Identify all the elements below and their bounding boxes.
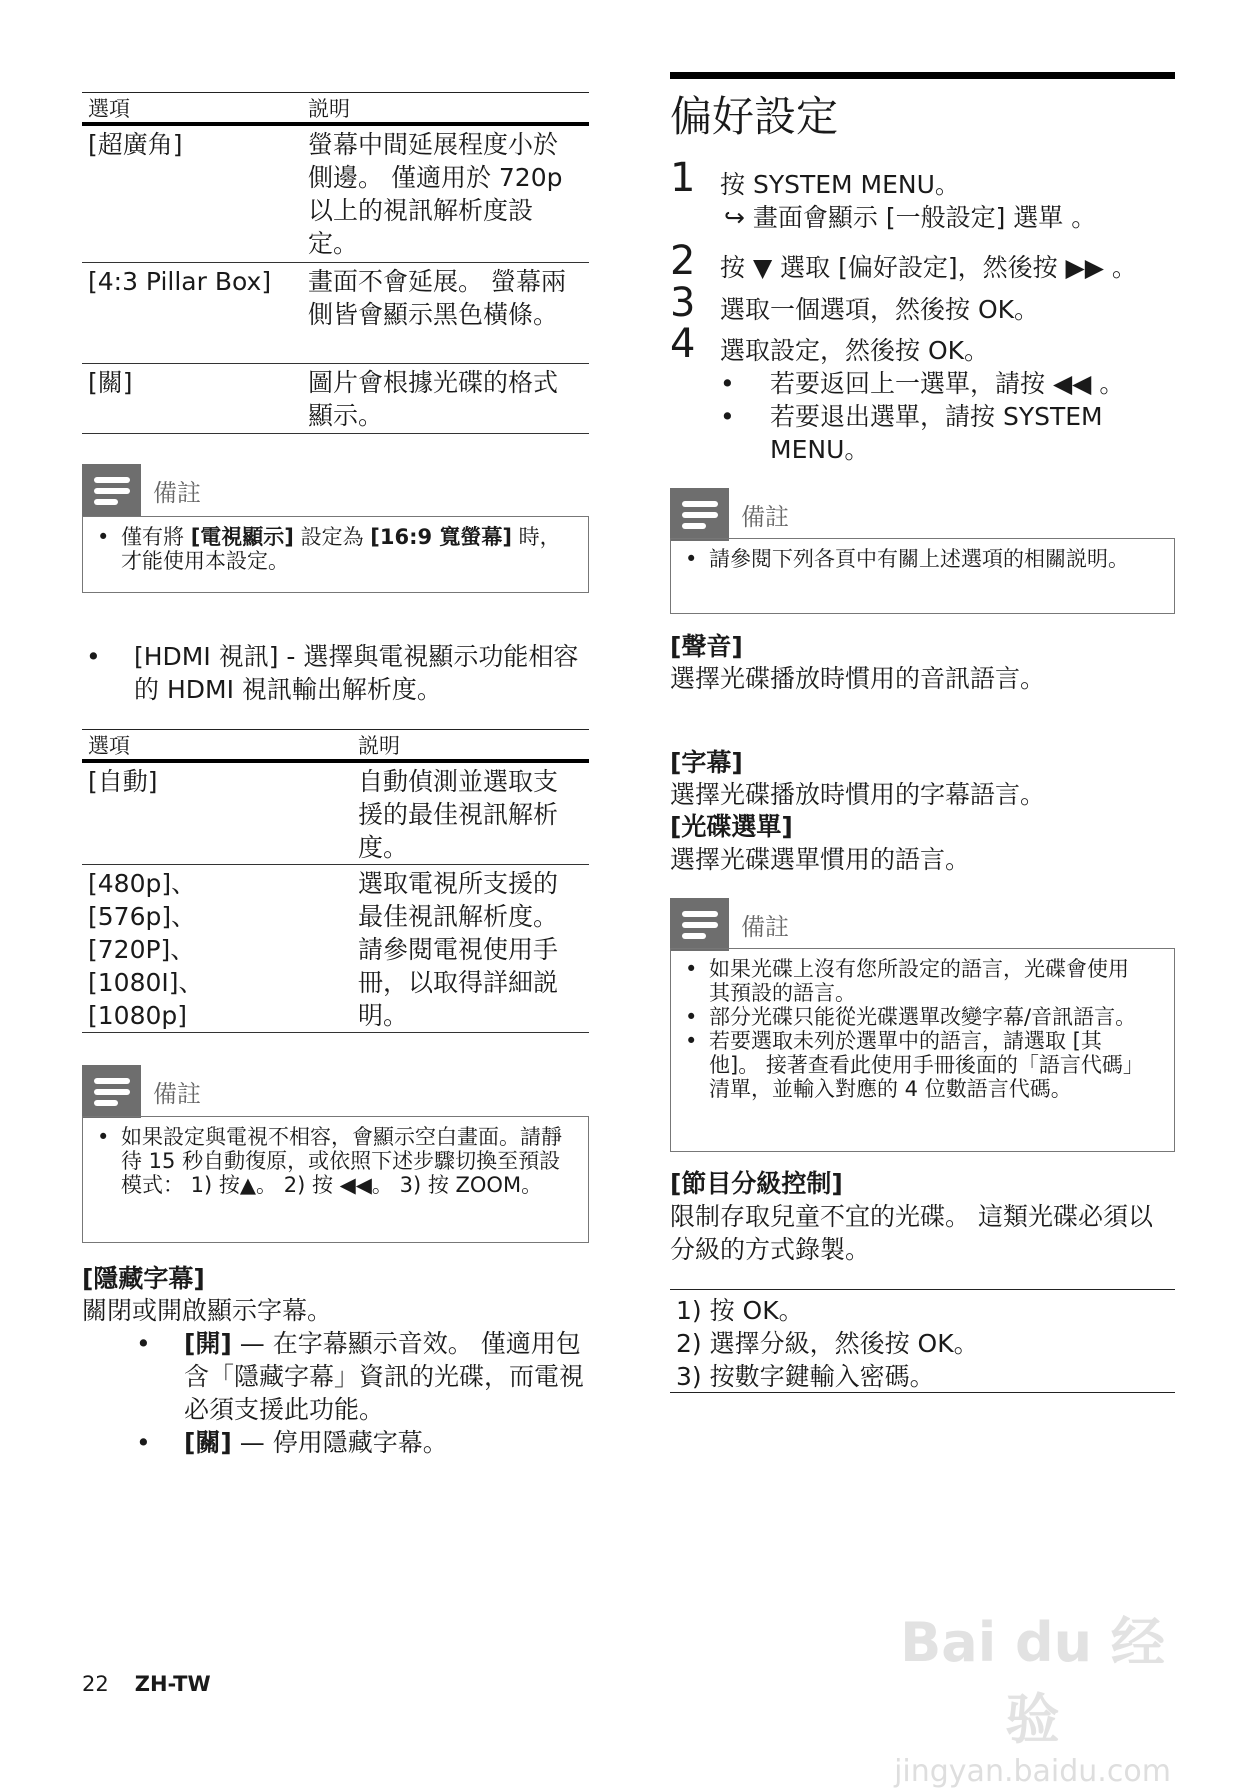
- step-2: 2 按 ▼ 選取 [偏好設定]，然後按 ▶▶ 。: [670, 238, 1137, 284]
- note-header: [670, 488, 789, 541]
- desc-cell: 自動偵測並選取支援的最佳視訊解析度。: [358, 767, 559, 862]
- option-cell: [4:3 Pillar Box]: [88, 267, 272, 296]
- note-header: [670, 898, 789, 951]
- note-item: • 如果設定與電視不相容，會顯示空白畫面。請靜待 15 秒自動復原，或依照下述步驟切換至預設模式： 1) 按▲。 2) 按 ◀◀。 3) 按 ZOOM。: [97, 1125, 574, 1197]
- note-icon: [670, 488, 729, 541]
- table-row: [82, 865, 589, 1033]
- table-header-option: 選項: [88, 733, 130, 758]
- section-title: [節目分級控制]: [670, 1169, 843, 1198]
- note-label: 備註: [153, 1080, 201, 1108]
- section-title: [光碟選單]: [670, 812, 793, 841]
- section-title: [聲音]: [670, 632, 743, 661]
- table-row: [82, 763, 589, 865]
- aspect-options-table: [82, 92, 589, 434]
- list-item: 2) 選擇分級，然後按 OK。: [676, 1329, 979, 1358]
- note-box: [82, 1116, 589, 1243]
- list-item: • [關] — 停用隱藏字幕。: [136, 1428, 448, 1457]
- note-label: 備註: [741, 913, 789, 941]
- page-footer: [82, 1672, 211, 1696]
- page-title: 偏好設定: [670, 92, 839, 141]
- bullet-title: [HDMI 視訊]: [134, 642, 279, 671]
- section-desc: 選擇光碟選單慣用的語言。: [670, 845, 971, 874]
- table-row: [82, 364, 589, 434]
- list-item: • [開] — 在字幕顯示音效。 僅適用包含「隱藏字幕」資訊的光碟，而電視必須支援此功能。: [136, 1329, 585, 1424]
- note-header: [82, 1065, 201, 1118]
- note-item: • 僅有將 [電視顯示] 設定為 [16:9 寬螢幕] 時，才能使用本設定。: [97, 525, 574, 573]
- note-header: [82, 464, 201, 517]
- step-3: 3 選取一個選項，然後按 OK。: [670, 280, 1040, 326]
- page-number: 22: [82, 1672, 109, 1696]
- note-icon: [82, 1065, 141, 1118]
- hdmi-options-table: [82, 729, 589, 1033]
- desc-cell: 選取電視所支援的最佳視訊解析度。請參閱電視使用手冊，以取得詳細説明。: [358, 869, 559, 1030]
- section-title: [字幕]: [670, 748, 743, 777]
- desc-cell: 畫面不會延展。 螢幕兩側皆會顯示黑色橫條。: [308, 267, 566, 329]
- list-item: • 若要返回上一選單，請按 ◀◀ 。: [720, 369, 1125, 398]
- option-cell: [超廣角]: [88, 130, 183, 159]
- note-label: 備註: [741, 503, 789, 531]
- table-header-desc: 説明: [308, 96, 350, 121]
- section-title: [隱藏字幕]: [82, 1264, 205, 1293]
- option-cell: [480p]、[576p]、[720P]、[1080I]、[1080p]: [88, 869, 204, 1030]
- table-row: [82, 263, 589, 364]
- section-desc: 選擇光碟播放時慣用的字幕語言。: [670, 780, 1046, 809]
- note-item: • 請參閱下列各頁中有關上述選項的相關説明。: [685, 547, 1160, 571]
- table-row: [82, 126, 589, 263]
- parental-steps: [670, 1289, 1175, 1393]
- note-item: • 若要選取未列於選單中的語言，請選取 [其他]。 接著查看此使用手冊後面的「語言代碼」清單，並輸入對應的 4 位數語言代碼。: [685, 1029, 1144, 1101]
- note-box: [670, 538, 1175, 614]
- note-item: • 如果光碟上沒有您所設定的語言，光碟會使用其預設的語言。: [685, 957, 1144, 1005]
- note-box: [670, 948, 1175, 1152]
- desc-cell: 螢幕中間延展程度小於側邊。 僅適用於 720p 以上的視訊解析度設定。: [308, 130, 563, 258]
- list-item: 1) 按 OK。: [676, 1296, 804, 1325]
- title-rule: [670, 72, 1175, 79]
- option-cell: [自動]: [88, 767, 158, 796]
- hdmi-video-bullet: • [HDMI 視訊] - 選擇與電視顯示功能相容的 HDMI 視訊輸出解析度。: [86, 642, 579, 704]
- list-item: 3) 按數字鍵輸入密碼。: [676, 1362, 935, 1391]
- section-desc: 限制存取兒童不宜的光碟。 這類光碟必須以分級的方式錄製。: [670, 1202, 1153, 1264]
- option-cell: [關]: [88, 368, 133, 397]
- table-header-desc: 説明: [358, 733, 400, 758]
- list-item: • 若要退出選單，請按 SYSTEM MENU。: [720, 402, 1103, 464]
- section-desc: 關閉或開啟顯示字幕。: [82, 1296, 333, 1325]
- bullet-text: - 選擇與電視顯示功能相容的 HDMI 視訊輸出解析度。: [134, 642, 579, 704]
- desc-cell: 圖片會根據光碟的格式顯示。: [308, 368, 559, 430]
- language-code: ZH-TW: [134, 1672, 211, 1696]
- step-4: 4 選取設定，然後按 OK。: [670, 321, 990, 367]
- table-header-option: 選項: [88, 96, 130, 121]
- note-icon: [82, 464, 141, 517]
- baidu-watermark: Bai du 经验 jingyan.baidu.com: [890, 1600, 1175, 1789]
- note-box: [82, 516, 589, 593]
- watermark-logo: Bai du 经验: [900, 1611, 1165, 1751]
- note-item: • 部分光碟只能從光碟選單改變字幕/音訊語言。: [685, 1005, 1144, 1029]
- step-1: 1 按 SYSTEM MENU。 ↪ 畫面會顯示 [一般設定] 選單 。: [670, 155, 1097, 232]
- section-desc: 選擇光碟播放時慣用的音訊語言。: [670, 664, 1046, 693]
- note-icon: [670, 898, 729, 951]
- note-label: 備註: [153, 479, 201, 507]
